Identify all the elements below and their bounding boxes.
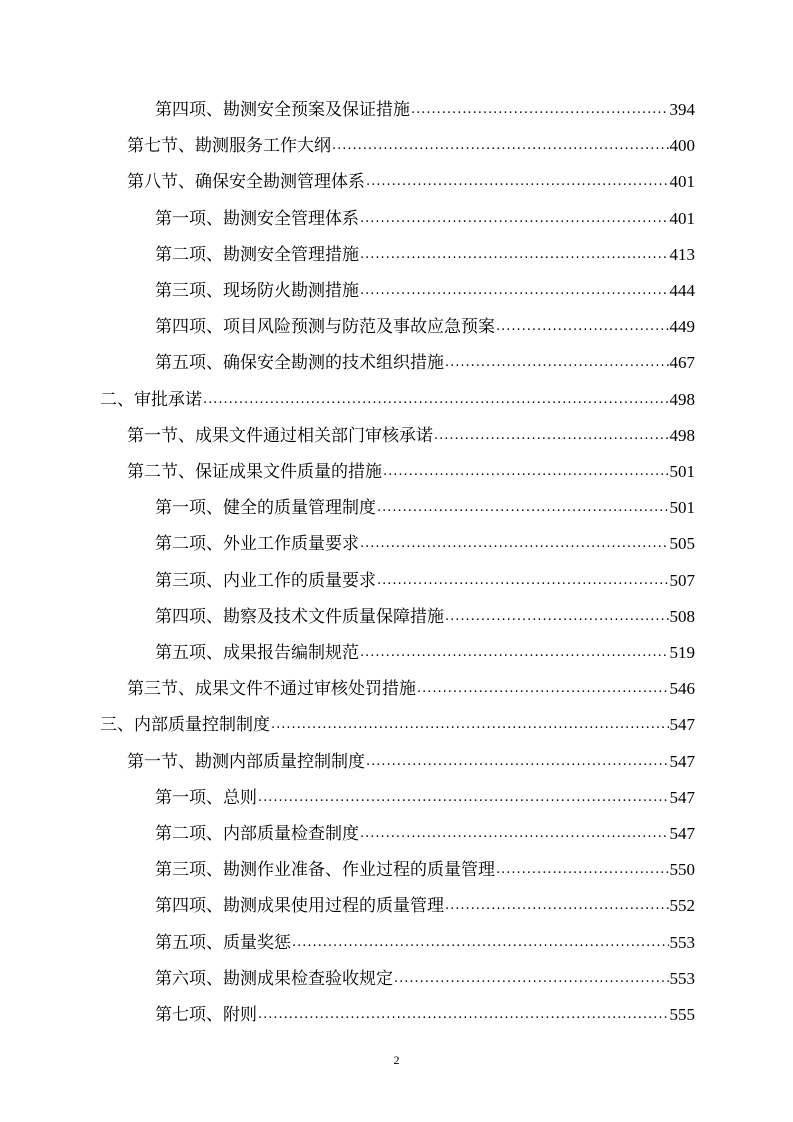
dot-leader <box>417 680 669 700</box>
toc-entry[interactable] <box>155 85 695 121</box>
toc-page-number: 413 <box>669 244 695 264</box>
toc-page-number: 555 <box>669 1005 695 1024</box>
toc-page-number: 394 <box>669 100 695 119</box>
toc-entry[interactable] <box>155 556 695 592</box>
dot-leader <box>496 861 669 881</box>
toc-entry-title <box>155 859 495 881</box>
toc-entry[interactable] <box>155 194 695 230</box>
dot-leader <box>366 753 669 773</box>
toc-entry[interactable] <box>155 230 695 266</box>
toc-entry-label: 第二项、内部质量检查制度 <box>155 824 359 844</box>
toc-entry[interactable] <box>155 628 695 664</box>
toc-entry-title <box>100 714 270 736</box>
toc-entry-label: 第七项、附则 <box>155 1005 257 1025</box>
toc-entry-title <box>100 389 202 411</box>
toc-entry-title <box>127 171 365 193</box>
toc-page-number: 547 <box>669 751 695 771</box>
dot-leader <box>360 210 669 230</box>
toc-page-number: 546 <box>669 679 695 699</box>
dot-leader <box>360 246 669 266</box>
toc-entry[interactable] <box>127 664 695 700</box>
toc-entry-label: 第三项、现场防火勘测措施 <box>155 281 359 301</box>
toc-entry[interactable] <box>127 737 695 773</box>
toc-entry[interactable] <box>127 121 695 157</box>
dot-leader <box>411 101 669 121</box>
toc-entry-title <box>155 1004 257 1026</box>
toc-entry[interactable] <box>155 338 695 374</box>
toc-entry-label: 第一项、健全的质量管理制度 <box>155 498 376 519</box>
toc-entry-label: 第五项、质量奖惩 <box>155 932 291 953</box>
dot-leader <box>377 499 669 519</box>
toc-entry-label: 第三项、勘测作业准备、作业过程的质量管理 <box>155 860 495 881</box>
toc-page-number: 401 <box>669 208 695 228</box>
dot-leader <box>366 173 669 193</box>
dot-leader <box>360 825 669 845</box>
toc-entry[interactable] <box>127 411 695 447</box>
toc-entry-title <box>155 787 257 809</box>
toc-page-number: 498 <box>669 389 695 409</box>
toc-entry[interactable] <box>100 700 695 736</box>
dot-leader <box>271 716 669 736</box>
toc-entry-label: 第八节、确保安全勘测管理体系 <box>127 172 365 193</box>
toc-entry-title <box>155 823 359 845</box>
toc-entry[interactable] <box>127 447 695 483</box>
toc-entry-label: 第六项、勘测成果检查验收规定 <box>155 968 393 989</box>
toc-page-number: 501 <box>669 462 695 481</box>
toc-entry-title <box>155 244 359 266</box>
toc-page-number: 547 <box>669 715 695 735</box>
toc-entry-title <box>155 533 359 555</box>
toc-entry-title <box>155 99 410 121</box>
toc-entry-title <box>155 932 291 954</box>
toc-page-number: 498 <box>669 425 695 445</box>
toc-entry-title <box>127 751 365 773</box>
toc-page-number: 449 <box>669 317 695 337</box>
dot-leader <box>292 934 669 954</box>
dot-leader <box>445 354 669 374</box>
toc-page-number: 547 <box>669 787 695 807</box>
dot-leader <box>360 535 669 555</box>
toc-entry[interactable] <box>155 918 695 954</box>
toc-entry-label: 第一项、总则 <box>155 787 257 808</box>
toc-entry-label: 第一节、成果文件通过相关部门审核承诺 <box>127 425 433 446</box>
toc-page-number: 505 <box>669 534 695 554</box>
toc-entry-label: 第四项、勘测成果使用过程的质量管理 <box>155 896 444 917</box>
toc-entry[interactable] <box>155 845 695 881</box>
dot-leader <box>445 897 669 917</box>
toc-page-number: 467 <box>669 353 695 373</box>
toc-entry[interactable] <box>127 157 695 193</box>
dot-leader <box>332 137 669 157</box>
toc-entry[interactable] <box>155 954 695 990</box>
toc-entry-label: 第七节、勘测服务工作大纲 <box>127 136 331 157</box>
toc-entry-title <box>155 280 359 302</box>
toc-entry-label: 第三项、内业工作的质量要求 <box>155 570 376 591</box>
toc-entry[interactable] <box>155 483 695 519</box>
toc-entry-label: 第五项、确保安全勘测的技术组织措施 <box>155 353 444 374</box>
toc-entry-title <box>127 678 416 700</box>
dot-leader <box>360 644 669 664</box>
toc-entry[interactable] <box>155 881 695 917</box>
toc-section-number: 三、 <box>100 715 134 736</box>
toc-entry-title <box>155 497 376 519</box>
toc-entry-label: 第四项、勘测安全预案及保证措施 <box>155 100 410 120</box>
toc-page-number: 552 <box>669 896 695 916</box>
toc-entry[interactable] <box>155 809 695 845</box>
toc-entry[interactable] <box>155 266 695 302</box>
toc-page-number: 550 <box>669 860 695 880</box>
toc-entry-title <box>127 461 382 483</box>
toc-entry-title <box>155 352 444 374</box>
toc-page-number: 519 <box>669 643 695 662</box>
dot-leader <box>377 572 669 592</box>
toc-entry-label: 第二节、保证成果文件质量的措施 <box>127 462 382 482</box>
toc-entry[interactable] <box>155 592 695 628</box>
toc-entry-label: 内部质量控制制度 <box>134 715 270 736</box>
toc-page-number: 507 <box>669 570 695 590</box>
toc-page-number: 400 <box>669 136 695 156</box>
dot-leader <box>360 282 669 302</box>
toc-entry-label: 第三节、成果文件不通过审核处罚措施 <box>127 679 416 700</box>
toc-entry-label: 第四项、项目风险预测与防范及事故应急预案 <box>155 317 495 338</box>
toc-entry-title <box>155 208 359 230</box>
dot-leader <box>203 391 669 411</box>
toc-page-number: 508 <box>669 606 695 626</box>
toc-page-number: 501 <box>669 498 695 518</box>
toc-entry-title <box>155 316 495 338</box>
dot-leader <box>258 1006 669 1026</box>
toc-page-number: 553 <box>669 968 695 988</box>
toc-entry-label: 第二项、勘测安全管理措施 <box>155 244 359 265</box>
toc-entry-label: 第一项、勘测安全管理体系 <box>155 208 359 229</box>
toc-entry-title <box>127 135 331 157</box>
page-number: 2 <box>393 1053 400 1067</box>
toc-entry-title <box>155 606 444 628</box>
dot-leader <box>496 318 669 338</box>
toc-entry-title <box>155 895 444 917</box>
dot-leader <box>434 427 669 447</box>
toc-entry[interactable] <box>100 375 695 411</box>
toc-entry-label: 第一节、勘测内部质量控制制度 <box>127 751 365 772</box>
toc-entry-title <box>127 425 433 447</box>
toc-entry-label: 第二项、外业工作质量要求 <box>155 534 359 555</box>
toc-entry-label: 第四项、勘察及技术文件质量保障措施 <box>155 606 444 627</box>
toc-entry[interactable] <box>155 990 695 1026</box>
dot-leader <box>258 789 669 809</box>
toc-entry-title <box>155 968 393 990</box>
dot-leader <box>394 970 669 990</box>
toc-page-number: 444 <box>669 281 695 300</box>
toc-page-number: 553 <box>669 932 695 952</box>
toc-page-number: 547 <box>669 824 695 843</box>
toc-section-number: 二、 <box>100 389 134 410</box>
toc-entry[interactable] <box>155 519 695 555</box>
toc-entry-title <box>155 570 376 592</box>
toc-entry-label: 第五项、成果报告编制规范 <box>155 643 359 663</box>
toc-entry-title <box>155 642 359 664</box>
toc-entry-label: 审批承诺 <box>134 389 202 410</box>
toc-page-number: 401 <box>669 172 695 192</box>
dot-leader <box>383 463 669 483</box>
toc-entry[interactable] <box>155 302 695 338</box>
toc-entry[interactable] <box>155 773 695 809</box>
dot-leader <box>445 608 669 628</box>
